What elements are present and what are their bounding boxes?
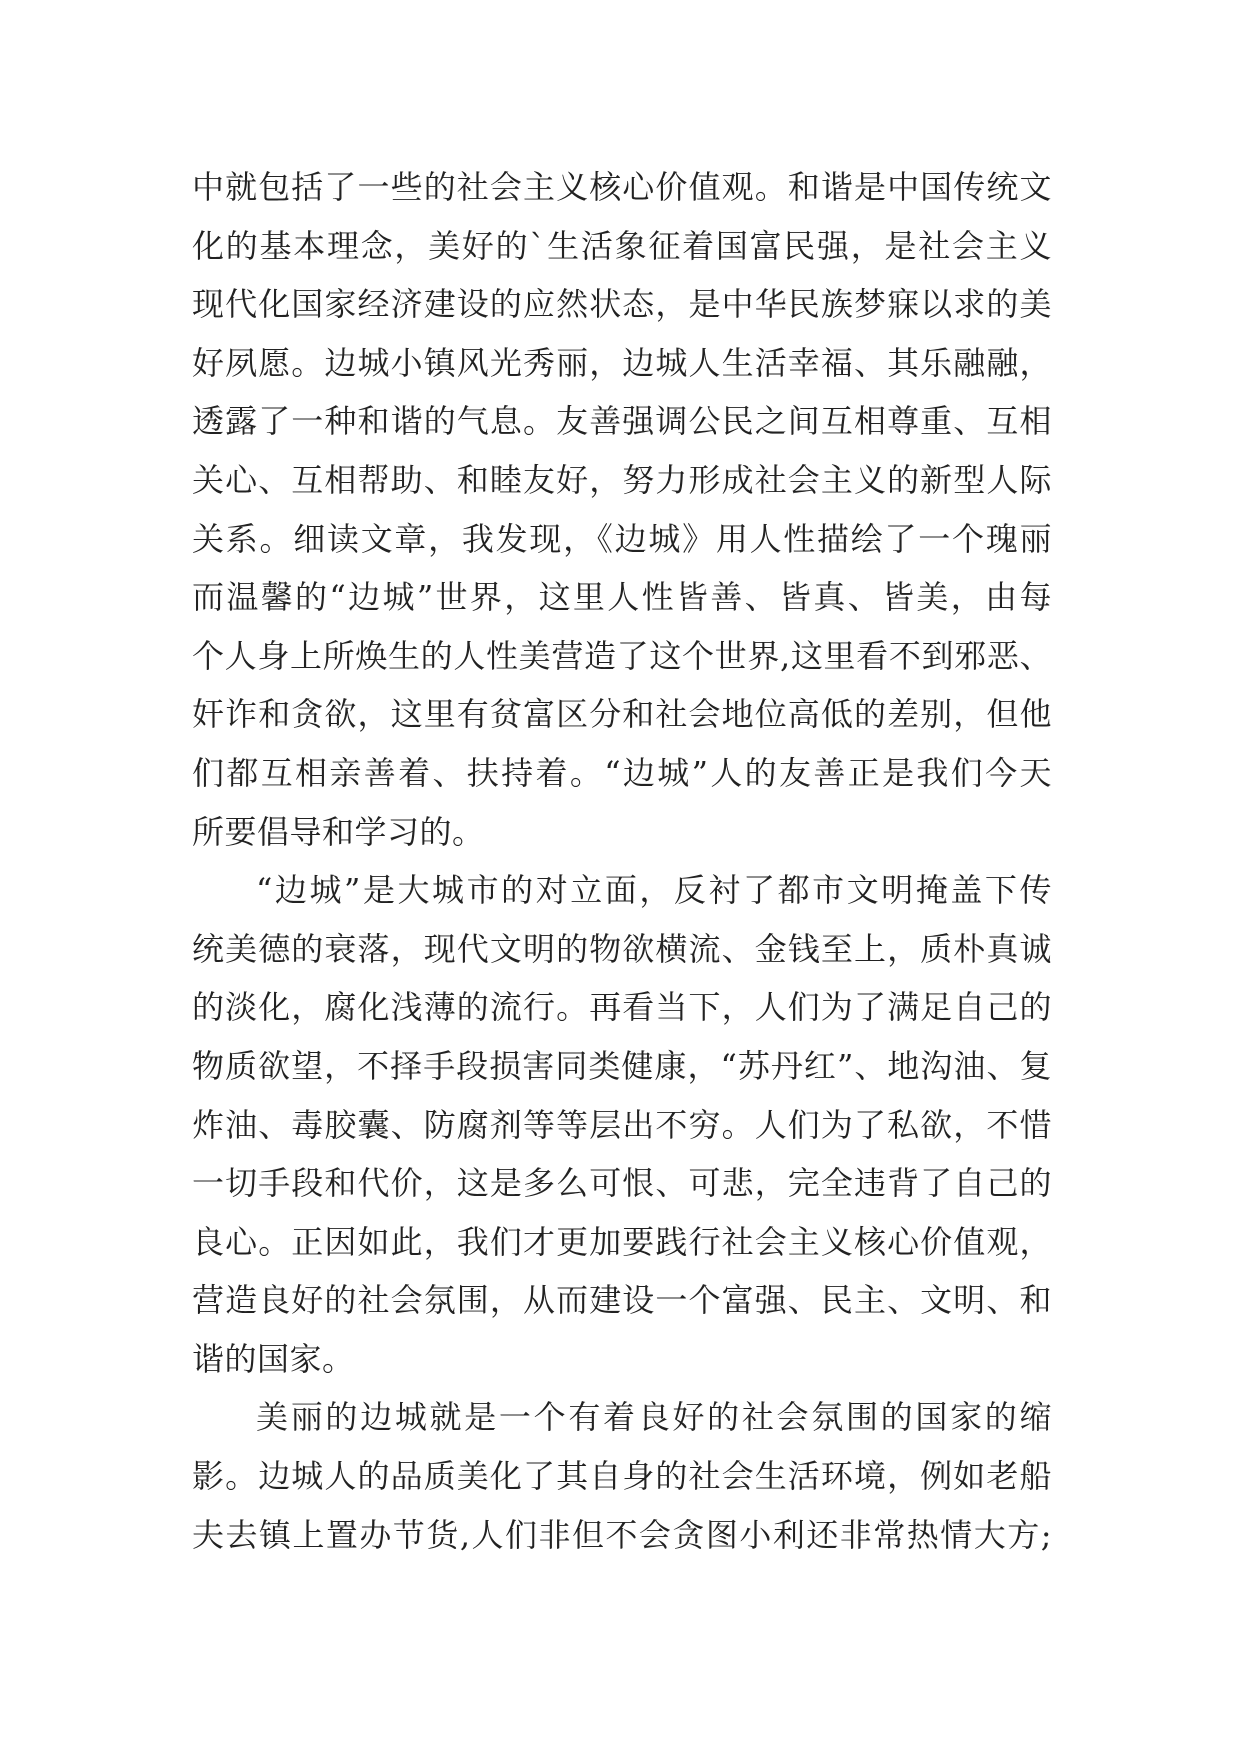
text-line: 炸油、毒胶囊、防腐剂等等层出不穷。人们为了私欲，不惜: [192, 1105, 1052, 1144]
text-line: 的淡化，腐化浅薄的流行。再看当下，人们为了满足自己的: [192, 988, 1052, 1027]
text-line: 物质欲望，不择手段损害同类健康，“苏丹红”、地沟油、复: [192, 1046, 1052, 1085]
text-line: 们都互相亲善着、扶持着。“边城”人的友善正是我们今天: [192, 753, 1052, 792]
text-line: 夫去镇上置办节货,人们非但不会贪图小利还非常热情大方;: [192, 1515, 1052, 1554]
text-line: 好夙愿。边城小镇风光秀丽，边城人生活幸福、其乐融融，: [192, 343, 1052, 382]
paragraph-first-line: 美丽的边城就是一个有着良好的社会氛围的国家的缩: [256, 1398, 1052, 1437]
text-line: 关系。细读文章，我发现，《边城》用人性描绘了一个瑰丽: [192, 519, 1052, 558]
text-line: 良心。正因如此，我们才更加要践行社会主义核心价值观，: [192, 1222, 1052, 1261]
body-text: [192, 158, 1052, 1564]
text-line: 而温馨的“边城”世界，这里人性皆善、皆真、皆美，由每: [192, 578, 1052, 617]
text-line: 影。边城人的品质美化了其自身的社会生活环境，例如老船: [192, 1457, 1052, 1496]
paragraph-first-line: “边城”是大城市的对立面，反衬了都市文明掩盖下传: [256, 871, 1052, 910]
text-line: 个人身上所焕生的人性美营造了这个世界,这里看不到邪恶、: [192, 636, 1052, 675]
text-line: 现代化国家经济建设的应然状态，是中华民族梦寐以求的美: [192, 285, 1052, 324]
text-line: 所要倡导和学习的。: [192, 812, 485, 851]
text-line: 一切手段和代价，这是多么可恨、可悲，完全违背了自己的: [192, 1164, 1052, 1203]
text-line: 关心、互相帮助、和睦友好，努力形成社会主义的新型人际: [192, 460, 1052, 499]
text-line: 中就包括了一些的社会主义核心价值观。和谐是中国传统文: [192, 168, 1052, 206]
text-line: 统美德的衰落，现代文明的物欲横流、金钱至上，质朴真诚: [192, 929, 1052, 968]
text-line: 化的基本理念，美好的`生活象征着国富民强，是社会主义: [192, 226, 1052, 265]
text-line: 营造良好的社会氛围，从而建设一个富强、民主、文明、和: [192, 1281, 1052, 1320]
text-line: 透露了一种和谐的气息。友善强调公民之间互相尊重、互相: [192, 402, 1052, 441]
text-line: 奸诈和贪欲，这里有贫富区分和社会地位高低的差别，但他: [192, 695, 1052, 734]
text-line: 谐的国家。: [192, 1339, 355, 1378]
